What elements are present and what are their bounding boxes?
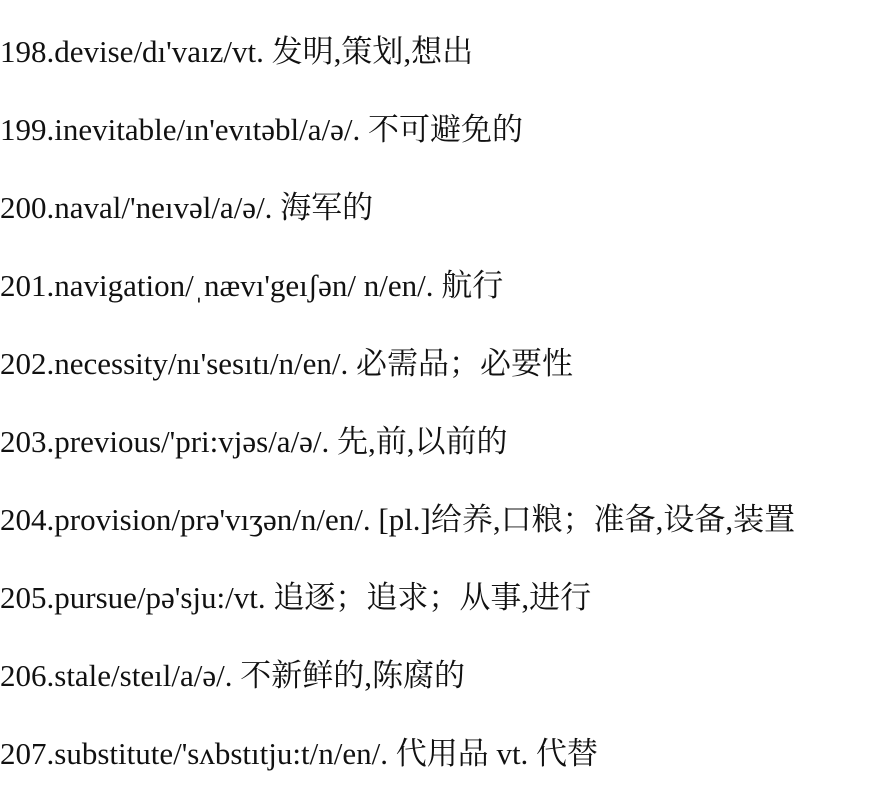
entry-text: 198.devise/dı'vaız/vt. 发明,策划,想出	[0, 34, 474, 69]
vocab-entry-201	[0, 256, 876, 334]
vocab-entry-207	[0, 724, 876, 802]
vocab-entry-202	[0, 334, 876, 412]
vocab-entry-204	[0, 490, 876, 568]
entry-text: 203.previous/'pri:vjəs/a/ə/. 先,前,以前的	[0, 424, 508, 459]
vocab-entry-205	[0, 568, 876, 646]
entry-text: 199.inevitable/ın'evıtəbl/a/ə/. 不可避免的	[0, 112, 524, 147]
vocab-entry-199	[0, 100, 876, 178]
vocab-entry-198	[0, 22, 876, 100]
entry-text: 204.provision/prə'vıʒən/n/en/. [pl.]给养,口粮；准备,设备,装置	[0, 502, 796, 537]
vocabulary-list	[0, 22, 876, 802]
entry-text: 201.navigation/ˌnævı'geıʃən/ n/en/. 航行	[0, 268, 504, 303]
entry-text: 202.necessity/nı'sesıtı/n/en/. 必需品；必要性	[0, 346, 574, 381]
entry-text: 207.substitute/'sʌbstıtju:t/n/en/. 代用品 vt. 代替	[0, 736, 599, 771]
vocab-entry-200	[0, 178, 876, 256]
entry-text: 200.naval/'neıvəl/a/ə/. 海军的	[0, 190, 374, 225]
vocab-entry-203	[0, 412, 876, 490]
vocab-entry-206	[0, 646, 876, 724]
entry-text: 206.stale/steıl/a/ə/. 不新鲜的,陈腐的	[0, 658, 465, 693]
entry-text: 205.pursue/pə'sju:/vt. 追逐；追求；从事,进行	[0, 580, 592, 615]
